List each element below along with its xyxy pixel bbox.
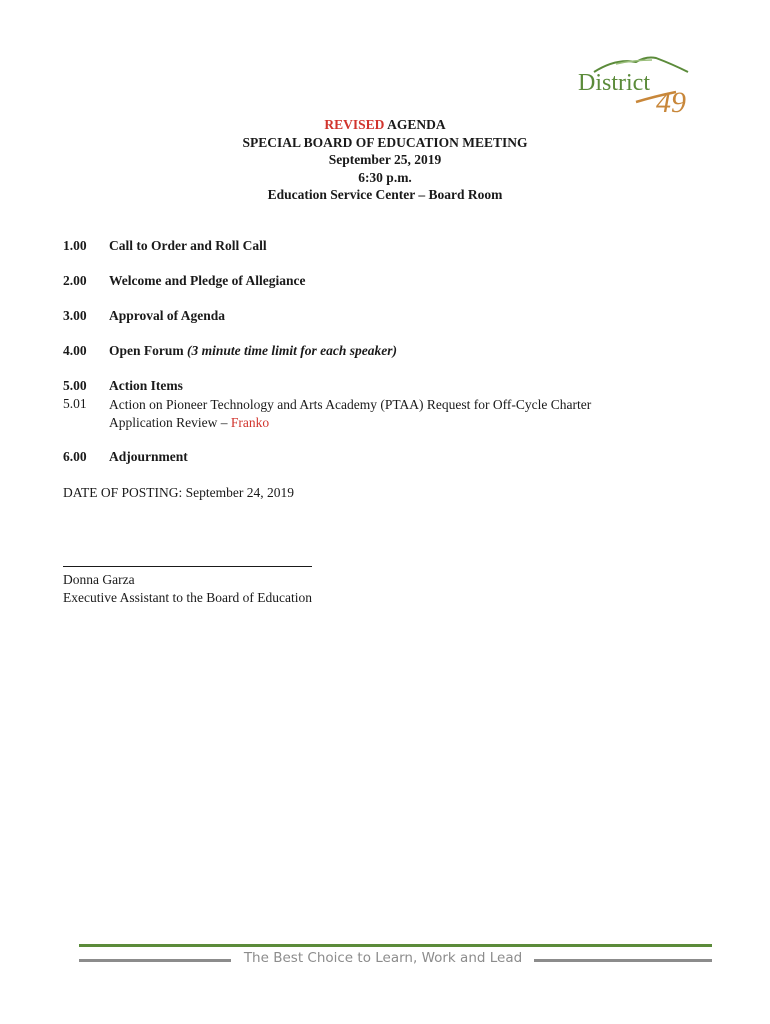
item-number: 2.00 — [63, 273, 87, 288]
item-text-line2: Application Review – — [109, 415, 231, 430]
logo-number: 49 — [656, 86, 686, 118]
signer-title: Executive Assistant to the Board of Education — [63, 590, 312, 605]
signature-line — [63, 566, 312, 567]
meeting-date: September 25, 2019 — [328, 152, 442, 167]
meeting-time: 6:30 p.m. — [358, 169, 412, 185]
item-number: 6.00 — [63, 449, 87, 464]
item-text: Welcome and Pledge of Allegiance — [109, 273, 306, 288]
item-text: Action Items — [109, 378, 183, 393]
item-number: 4.00 — [63, 343, 87, 358]
signer-block — [63, 571, 312, 607]
item-text: Approval of Agenda — [109, 308, 226, 323]
agenda-header — [0, 116, 770, 204]
meeting-location: Education Service Center – Board Room — [267, 187, 503, 202]
signer-name: Donna Garza — [63, 572, 135, 587]
footer-green-rule — [79, 944, 712, 947]
item-number: 5.01 — [63, 396, 87, 411]
logo-text: District — [578, 70, 650, 96]
item-number: 3.00 — [63, 308, 87, 323]
district-49-logo — [576, 52, 706, 118]
item-text: Call to Order and Roll Call — [109, 238, 267, 253]
item-number: 5.00 — [63, 378, 87, 393]
title-line — [0, 116, 770, 134]
footer-grey-rule-left — [79, 959, 231, 962]
posting-date: DATE OF POSTING: September 24, 2019 — [63, 485, 294, 500]
item-text: Adjournment — [109, 449, 188, 464]
revised-label: REVISED — [324, 117, 385, 132]
item-text-line1: Action on Pioneer Technology and Arts Academy (PTAA) Request for Off-Cycle Charter — [109, 397, 592, 412]
item-text: Open Forum — [109, 343, 184, 358]
meeting-title: SPECIAL BOARD OF EDUCATION MEETING — [242, 134, 528, 150]
agenda-word: AGENDA — [387, 117, 446, 132]
presenter-name: Franko — [230, 415, 270, 430]
footer-tagline: The Best Choice to Learn, Work and Lead — [243, 950, 523, 966]
item-number: 1.00 — [63, 238, 87, 253]
item-note: (3 minute time limit for each speaker) — [187, 343, 397, 358]
footer-grey-rule-right — [534, 959, 712, 962]
